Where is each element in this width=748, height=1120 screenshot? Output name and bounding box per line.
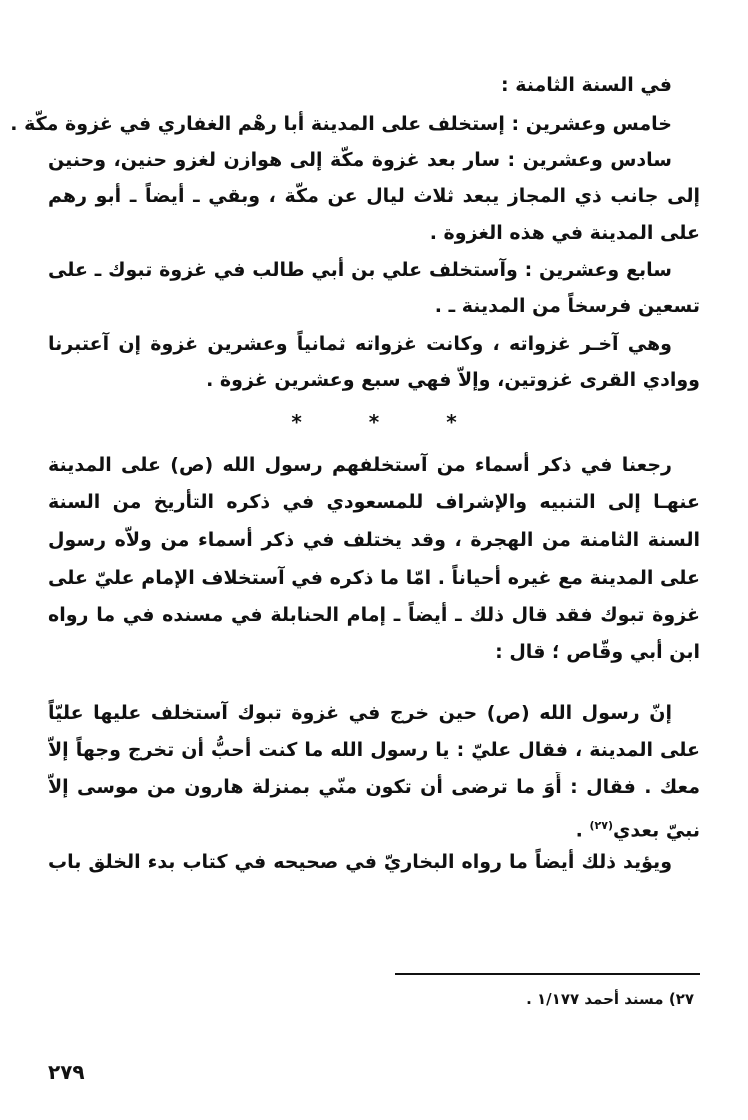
quote-end-punct: . xyxy=(575,819,590,842)
quote-line: على المدينة ، فقال عليّ : يا رسول الله ما كنت أحبُّ أن تخرج وجهاً إلاّ xyxy=(48,739,700,761)
footnote: ٢٧) مسند أحمد ١/١٧٧ . xyxy=(526,990,694,1008)
text-line: السنة الثامنة من الهجرة ، وقد يختلف في ذكر أسماء من ولاّه رسول xyxy=(48,529,700,551)
text-line: عنهـا إلى التنبيه والإشراف للمسعودي في ذكره التأريخ من السنة xyxy=(48,491,700,513)
quote-end-text: نبيّ بعدي xyxy=(613,819,700,842)
page-number: ٢٧٩ xyxy=(48,1060,85,1084)
text-line: إلى جانب ذي المجاز يبعد ثلاث ليال عن مكّة ، وبقي ـ أيضاً ـ أبو رهم xyxy=(48,185,700,207)
text-line: رجعنا في ذكر أسماء من آستخلفهم رسول الله (ص) على المدينة xyxy=(48,454,672,476)
text-line: ووادي القرى غزوتين، وإلاّ فهي سبع وعشرين غزوة . xyxy=(206,369,700,391)
text-line: وهي آخـر غزواته ، وكانت غزواته ثمانياً وعشرين غزوة إن آعتبرنا xyxy=(48,333,672,355)
text-line: على المدينة مع غيره أحياناً . امّا ما ذكره في آستخلاف الإمام عليّ على xyxy=(48,567,700,589)
text-line: غزوة تبوك فقد قال ذلك ـ أيضاً ـ إمام الحنابلة في مسنده في ما رواه xyxy=(48,604,700,626)
text-line: تسعين فرسخاً من المدينة ـ . xyxy=(434,295,700,317)
section-separator: * * * xyxy=(291,410,457,434)
footnote-reference[interactable]: (٢٧) xyxy=(589,819,614,832)
text-line: خامس وعشرين : إستخلف على المدينة أبا رهْم الغفاري في غزوة مكّة . xyxy=(10,113,672,135)
text-line: سادس وعشرين : سار بعد غزوة مكّة إلى هوازن لغزو حنين، وحنين xyxy=(48,149,672,171)
text-line: ويؤيد ذلك أيضاً ما رواه البخاريّ في صحيحه في كتاب بدء الخلق باب xyxy=(48,851,672,873)
section-heading: في السنة الثامنة : xyxy=(501,74,672,96)
footnote-divider xyxy=(395,973,700,975)
quote-line: إنّ رسول الله (ص) حين خرج في غزوة تبوك آستخلف عليها عليّاً xyxy=(48,702,672,724)
text-line: سابع وعشرين : وآستخلف علي بن أبي طالب في غزوة تبوك ـ على xyxy=(48,259,672,281)
text-line: ابن أبي وقّاص ؛ قال : xyxy=(495,641,700,663)
quote-line: معك . فقال : أَوَ ما ترضى أن تكون منّي بمنزلة هارون من موسى إلاّ xyxy=(48,776,700,798)
text-line: على المدينة في هذه الغزوة . xyxy=(429,222,700,244)
quote-line xyxy=(48,811,700,845)
